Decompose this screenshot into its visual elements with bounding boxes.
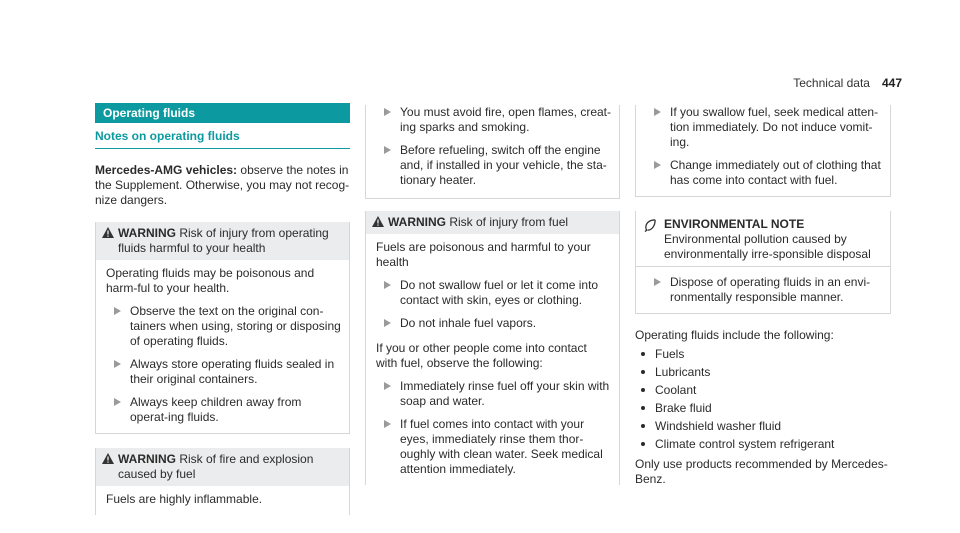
warning-label: WARNING: [118, 226, 176, 240]
step-text: If you swallow fuel, seek medical atten-tion immediately. Do not induce vomit-ing.: [670, 105, 879, 149]
step-text: You must avoid fire, open flames, creat-ing sparks and smoking.: [400, 105, 611, 134]
arrow-right-icon: [114, 398, 121, 406]
warning-triangle-icon: [102, 453, 114, 464]
environmental-note-box: [635, 211, 891, 314]
arrow-right-icon: [384, 108, 391, 116]
warning-box-fuel: [365, 211, 620, 485]
arrow-right-icon: [114, 360, 121, 368]
warning-head-text: Risk of injury from operating fluids harmful to your health: [118, 226, 329, 255]
list-item-text: Brake fluid: [655, 401, 712, 415]
step-text: Dispose of operating fluids in an envi-ronmentally responsible manner.: [670, 275, 871, 304]
step-item: [646, 105, 882, 150]
step-item: [106, 357, 341, 387]
bullet-dot-icon: [641, 406, 645, 410]
column-1: [95, 103, 350, 515]
step-item: [646, 275, 882, 305]
bullet-dot-icon: [641, 424, 645, 428]
warning-body-text: Fuels are highly inflammable.: [106, 492, 263, 506]
step-text: Observe the text on the original con-tainers when using, storing or disposing of operating fluids.: [130, 304, 341, 348]
warning-body: [96, 486, 349, 515]
step-item: [106, 304, 341, 349]
warning-head-text: Risk of fire and explosion caused by fuel: [118, 452, 314, 481]
warning-triangle-icon: [102, 227, 114, 238]
list-item-text: Coolant: [655, 383, 697, 397]
warning-body: [96, 260, 349, 433]
step-item: [106, 395, 341, 425]
list-item: [635, 363, 891, 381]
recommendation-text: Only use products recommended by Mercedes-Benz.: [635, 457, 888, 486]
step-text: Always keep children away from operat-ing fluids.: [130, 395, 302, 424]
page-number: 447: [881, 76, 902, 90]
section-title: Operating fluids: [95, 103, 350, 123]
amg-note-text: observe the notes in the Supplement. Otherwise, you may not recog-nize dangers.: [95, 163, 350, 207]
env-note-head: [636, 211, 890, 266]
step-text: Always store operating fluids sealed in their original containers.: [130, 357, 335, 386]
list-item: [635, 435, 891, 453]
step-text: Immediately rinse fuel off your skin with soap and water.: [400, 379, 610, 408]
arrow-right-icon: [384, 319, 391, 327]
list-item: [635, 417, 891, 435]
env-note-body: [636, 266, 890, 313]
step-text: If fuel comes into contact with your eyes, immediately rinse them thor-oughly with clean water. Seek medical attention immediately.: [400, 417, 603, 476]
arrow-right-icon: [654, 108, 661, 116]
amg-note: [95, 163, 350, 208]
step-text: Do not inhale fuel vapors.: [400, 316, 537, 330]
contact-text: If you or other people come into contact with fuel, observe the following:: [376, 341, 587, 370]
warning-label: WARNING: [118, 452, 176, 466]
env-note-label: ENVIRONMENTAL NOTE: [664, 217, 805, 231]
arrow-right-icon: [654, 161, 661, 169]
arrow-right-icon: [384, 382, 391, 390]
amg-note-label: Mercedes-AMG vehicles:: [95, 163, 238, 177]
warning-head: [96, 448, 349, 486]
step-item: [376, 105, 611, 135]
warning-body: [366, 234, 619, 485]
continued-body: [636, 105, 890, 196]
warning-head: [96, 222, 349, 260]
list-item: [635, 399, 891, 417]
continued-box: [365, 105, 620, 199]
bullet-dot-icon: [641, 370, 645, 374]
page-header: [793, 76, 902, 91]
list-item-text: Windshield washer fluid: [655, 419, 782, 433]
warning-body-text: Operating fluids may be poisonous and harm-ful to your health.: [106, 266, 315, 295]
bullet-dot-icon: [641, 388, 645, 392]
arrow-right-icon: [384, 281, 391, 289]
warning-triangle-icon: [372, 216, 384, 227]
step-item: [376, 417, 611, 477]
fluids-list: [635, 345, 891, 453]
fluids-intro: Operating fluids include the following:: [635, 328, 834, 342]
list-item: [635, 345, 891, 363]
subsection-title: Notes on operating fluids: [95, 129, 350, 149]
list-item: [635, 381, 891, 399]
warning-box-fire: [95, 448, 350, 515]
warning-head: [366, 211, 619, 234]
arrow-right-icon: [384, 146, 391, 154]
environment-leaf-icon: [644, 219, 657, 232]
arrow-right-icon: [654, 278, 661, 286]
step-text: Do not swallow fuel or let it come into contact with skin, eyes or clothing.: [400, 278, 599, 307]
step-text: Before refueling, switch off the engine and, if installed in your vehicle, the sta-tionary heater.: [400, 143, 607, 187]
step-item: [376, 278, 611, 308]
list-item-text: Climate control system refrigerant: [655, 437, 835, 451]
step-item: [376, 143, 611, 188]
arrow-right-icon: [384, 420, 391, 428]
bullet-dot-icon: [641, 442, 645, 446]
warning-box-operating-fluids: [95, 222, 350, 434]
warning-head-text: Risk of injury from fuel: [446, 215, 569, 229]
continued-box: [635, 105, 891, 197]
warning-label: WARNING: [388, 215, 446, 229]
section-name: Technical data: [793, 76, 870, 90]
list-item-text: Lubricants: [655, 365, 711, 379]
step-item: [376, 379, 611, 409]
bullet-dot-icon: [641, 352, 645, 356]
arrow-right-icon: [114, 307, 121, 315]
step-item: [376, 316, 611, 331]
column-2: [365, 103, 620, 485]
warning-body-text: Fuels are poisonous and harmful to your health: [376, 240, 591, 269]
env-note-head-text: Environmental pollution caused by environmentally irre-sponsible disposal: [664, 232, 871, 261]
step-item: [646, 158, 882, 188]
continued-body: [366, 105, 619, 196]
column-3: [635, 103, 891, 487]
step-text: Change immediately out of clothing that has come into contact with fuel.: [670, 158, 881, 187]
list-item-text: Fuels: [655, 347, 685, 361]
